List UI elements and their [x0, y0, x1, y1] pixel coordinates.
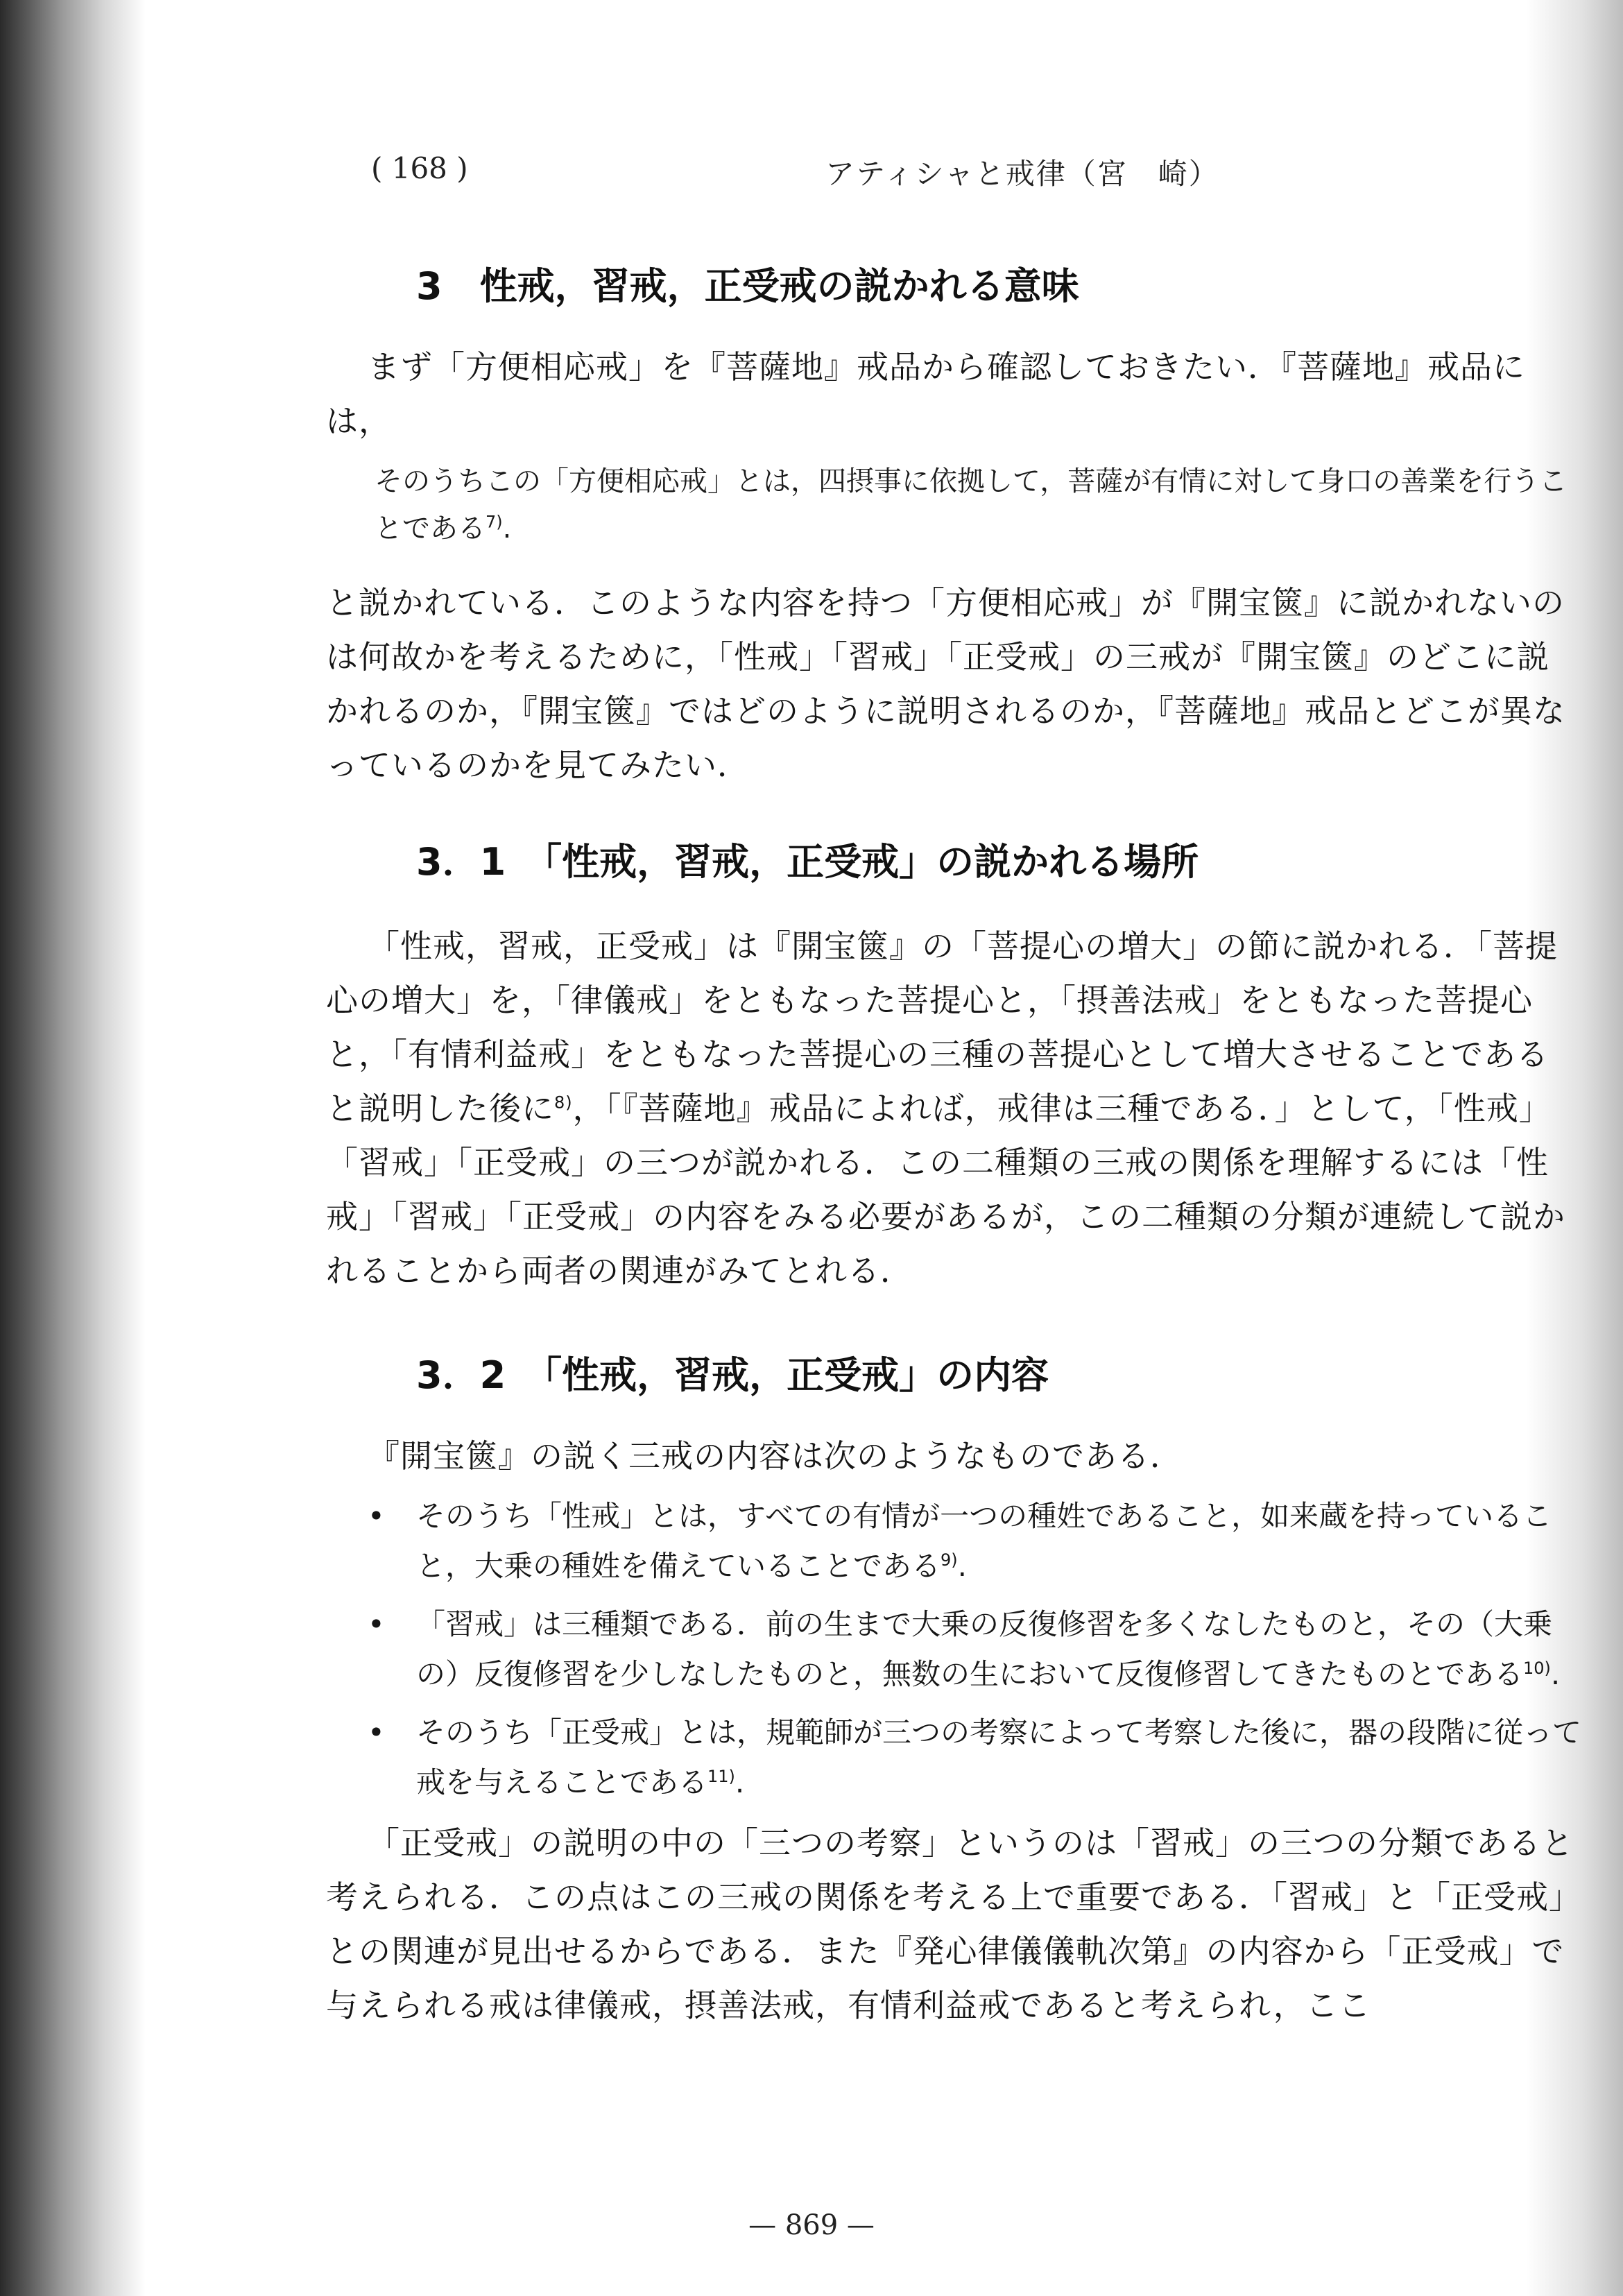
- list-item: [361, 1600, 1581, 1699]
- three-precepts-list: [361, 1491, 1581, 1816]
- bullet-icon: •: [368, 1715, 385, 1749]
- page-number-header: ( 168 ): [371, 151, 468, 185]
- list-item-end: .: [1550, 1657, 1561, 1691]
- footnote-ref-10: 10): [1523, 1659, 1551, 1678]
- footnote-ref-11: 11): [707, 1767, 735, 1786]
- section-3-intro: まず「方便相応戒」を『菩薩地』戒品から確認しておきたい．『菩薩地』戒品には，: [326, 348, 1525, 440]
- footnote-ref-7: 7): [486, 512, 503, 532]
- list-item-text: そのうち「正受戒」とは，規範師が三つの考察によって考察した後に，器の段階に従って戒を与えることである: [416, 1715, 1582, 1799]
- section-3-2-paragraph: 「正受戒」の説明の中の「三つの考察」というのは「習戒」の三つの分類であると考えられる．この点はこの三戒の関係を考える上で重要である．「習戒」と「正受戒」との関連が見出せるからである．また『発心律儀儀軌次第』の内容から「正受戒」で与えられる戒は律儀戒，摂善法戒，有情利益戒であると考えられ，ここ: [326, 1824, 1574, 2024]
- para-part-a: 「性戒，習戒，正受戒」は『開宝篋』の「菩提心の増大」の節に説かれる．「菩提心の増大」を，「律儀戒」をともなった菩提心と，「摂善法戒」をともなった菩提心と，「有情利益戒」をともなった菩提心の三種の菩提心として増大させることであると説明した後に: [326, 927, 1558, 1127]
- list-item: [361, 1708, 1581, 1808]
- list-item: [361, 1491, 1581, 1591]
- page-folio: — 869 —: [748, 2209, 875, 2241]
- section-3-heading: 3 性戒，習戒，正受戒の説かれる意味: [416, 264, 1079, 308]
- list-item-text: そのうち「性戒」とは，すべての有情が一つの種姓であること，如来蔵を持っていること，大乗の種姓を備えていることである: [416, 1499, 1552, 1583]
- footnote-ref-9: 9): [941, 1550, 958, 1570]
- section-3-2-heading: 3．2 「性戒，習戒，正受戒」の内容: [416, 1353, 1049, 1397]
- section-3-paragraph: と説かれている．このような内容を持つ「方便相応戒」が『開宝篋』に説かれないのは何故かを考えるために，「性戒」「習戒」「正受戒」の三戒が『開宝篋』のどこに説かれるのか，『開宝篋』ではどのように説明されるのか，『菩薩地』戒品とどこが異なっているのかを見てみたい．: [326, 584, 1565, 784]
- section-3-1-paragraph: [326, 919, 1574, 1298]
- section-3-quote: [375, 458, 1574, 552]
- section-3-1-heading: 3．1 「性戒，習戒，正受戒」の説かれる場所: [416, 840, 1199, 884]
- list-item-end: .: [735, 1765, 745, 1799]
- footnote-ref-8: 8): [554, 1093, 573, 1113]
- section-3-2-intro: 『開宝篋』の説く三戒の内容は次のようなものである．: [368, 1437, 1183, 1475]
- bullet-icon: •: [368, 1607, 385, 1641]
- list-item-end: .: [957, 1549, 968, 1583]
- bullet-icon: •: [368, 1499, 385, 1533]
- para-part-b: ，「『菩薩地』戒品によれば，戒律は三種である．」として，「性戒」「習戒」「正受戒」の三つが説かれる．この二種類の三戒の関係を理解するには「性戒」「習戒」「正受戒」の内容をみる必要があるが，この二種類の分類が連続して説かれることから両者の関連がみてとれる．: [326, 1090, 1565, 1290]
- quote-end: .: [502, 513, 512, 545]
- quote-text: そのうちこの「方便相応戒」とは，四摂事に依拠して，菩薩が有情に対して身口の善業を行うことである: [375, 465, 1568, 545]
- list-item-text: 「習戒」は三種類である．前の生まで大乗の反復修習を多くなしたものと，その（大乗の）反復修習を少しなしたものと，無数の生において反復修習してきたものとである: [416, 1607, 1553, 1691]
- running-title: アティシャと戒律（宮 崎）: [825, 157, 1219, 191]
